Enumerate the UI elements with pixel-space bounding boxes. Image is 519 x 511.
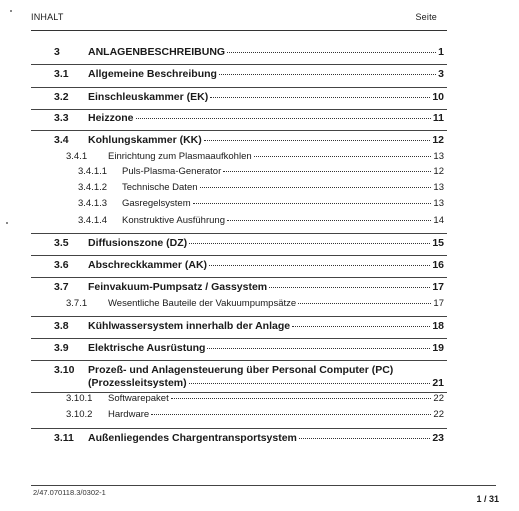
header-rule [31,30,447,31]
toc-number: 3.1 [54,68,69,80]
toc-leader-dots [292,326,430,327]
footer-rule [31,485,496,486]
toc-number: 3.11 [54,432,74,444]
toc-page-number: 13 [433,182,444,193]
toc-leader-dots [189,383,431,384]
header-seite: Seite [415,12,437,22]
toc-page-number: 14 [433,215,444,226]
toc-separator [31,316,447,317]
toc-page-number: 18 [432,320,444,332]
toc-title: ANLAGENBESCHREIBUNG [88,46,226,58]
toc-number: 3.3 [54,112,69,124]
toc-number: 3.7.1 [66,298,88,309]
toc-number: 3.4.1.4 [78,215,108,226]
toc-entry[interactable] [54,91,444,103]
toc-leader-dots [171,398,432,399]
toc-page-number: 22 [433,409,444,420]
toc-leader-dots [136,118,431,119]
toc-page-number: 19 [432,342,444,354]
toc-leader-dots [210,97,430,98]
toc-title: Außenliegendes Chargentransportsystem [88,432,297,444]
toc-entry[interactable] [78,215,444,226]
toc-number: 3.4 [54,134,69,146]
toc-page-number: 23 [432,432,444,444]
toc-leader-dots [254,156,432,157]
toc-entry[interactable] [66,393,444,404]
toc-number: 3.7 [54,281,69,293]
toc-page-number: 1 [438,46,444,58]
toc-leader-dots [219,74,436,75]
toc-separator [31,64,447,65]
toc-entry[interactable] [54,320,444,332]
toc-separator [31,360,447,361]
scan-speck [6,222,8,224]
toc-title: Puls-Plasma-Generator [122,166,222,177]
toc-page-number: 13 [433,198,444,209]
toc-number: 3.6 [54,259,69,271]
toc-entry[interactable] [78,166,444,177]
toc-entry[interactable] [66,151,444,162]
toc-page-number: 22 [433,393,444,404]
header-inhalt: INHALT [31,12,64,22]
toc-page-number: 17 [432,281,444,293]
toc-leader-dots [151,414,431,415]
toc-title: Softwarepaket [108,393,169,404]
toc-title: Konstruktive Ausführung [122,215,225,226]
toc-leader-dots [209,265,430,266]
toc-title: Heizzone [88,112,134,124]
toc-separator [31,338,447,339]
toc-title: Einrichtung zum Plasmaaufkohlen [108,151,252,162]
toc-entry[interactable] [66,409,444,420]
toc-title: Kohlungskammer (KK) [88,134,202,146]
toc-title: Feinvakuum-Pumpsatz / Gassystem [88,281,268,293]
toc-title: Kühlwassersystem innerhalb der Anlage [88,320,291,332]
toc-number: 3.10.2 [66,409,93,420]
toc-entry[interactable] [78,198,444,209]
toc-title: Wesentliche Bauteile der Vakuumpumpsätze [108,298,297,309]
toc-page-number: 3 [438,68,444,80]
toc-page-number: 15 [432,237,444,249]
toc-page-number: 17 [433,298,444,309]
toc-number: 3.9 [54,342,69,354]
toc-entry[interactable] [54,432,444,444]
toc-title: Diffusionszone (DZ) [88,237,188,249]
toc-title: Prozeß- und Anlagensteuerung über Personal Computer (PC) [88,364,394,376]
toc-number: 3.10 [54,364,75,376]
toc-title: Gasregelsystem [122,198,191,209]
toc-separator [31,109,447,110]
toc-title: Hardware [108,409,150,420]
toc-number: 3.10.1 [66,393,93,404]
toc-separator [31,428,447,429]
toc-title-continued: (Prozessleitsystem) [88,377,187,389]
toc-separator [31,87,447,88]
toc-leader-dots [200,187,432,188]
toc-leader-dots [193,203,432,204]
toc-page-number: 21 [432,377,444,389]
toc-leader-dots [299,438,430,439]
toc-entry[interactable] [88,377,444,389]
toc-leader-dots [207,348,430,349]
toc-title: Allgemeine Beschreibung [88,68,217,80]
document-number: 2/47.070118.3/0302-1 [33,488,106,497]
toc-entry[interactable] [78,182,444,193]
toc-page-number: 12 [432,134,444,146]
toc-leader-dots [189,243,430,244]
toc-number: 3.4.1.2 [78,182,108,193]
toc-title: Abschreckkammer (AK) [88,259,208,271]
toc-separator [31,277,447,278]
toc-entry[interactable] [54,281,444,293]
toc-number: 3.4.1.3 [78,198,108,209]
toc-leader-dots [204,140,431,141]
toc-number: 3.8 [54,320,69,332]
toc-entry[interactable] [54,259,444,271]
toc-entry[interactable] [54,237,444,249]
scan-speck [10,10,12,12]
toc-entry[interactable] [66,298,444,309]
toc-entry[interactable] [54,46,444,58]
toc-entry[interactable] [54,342,444,354]
toc-number: 3.4.1 [66,151,88,162]
toc-number: 3.2 [54,91,69,103]
page-number: 1 / 31 [476,494,499,504]
toc-entry[interactable] [54,112,444,124]
toc-entry[interactable] [54,134,444,146]
toc-entry-line [54,364,444,376]
toc-number: 3.5 [54,237,69,249]
toc-number: 3 [54,46,60,58]
toc-entry[interactable] [54,68,444,80]
toc-page-number: 16 [432,259,444,271]
toc-page-number: 13 [433,151,444,162]
toc-leader-dots [227,52,436,53]
toc-page-number: 10 [432,91,444,103]
toc-separator [31,255,447,256]
toc-page-number: 12 [433,166,444,177]
toc-page-number: 11 [432,112,444,124]
toc-leader-dots [227,220,431,221]
toc-separator [31,130,447,131]
toc-number: 3.4.1.1 [78,166,108,177]
toc-separator [31,233,447,234]
toc-leader-dots [269,287,430,288]
toc-leader-dots [298,303,431,304]
toc-leader-dots [223,171,431,172]
toc-title: Elektrische Ausrüstung [88,342,206,354]
toc-title: Technische Daten [122,182,198,193]
toc-title: Einschleuskammer (EK) [88,91,209,103]
